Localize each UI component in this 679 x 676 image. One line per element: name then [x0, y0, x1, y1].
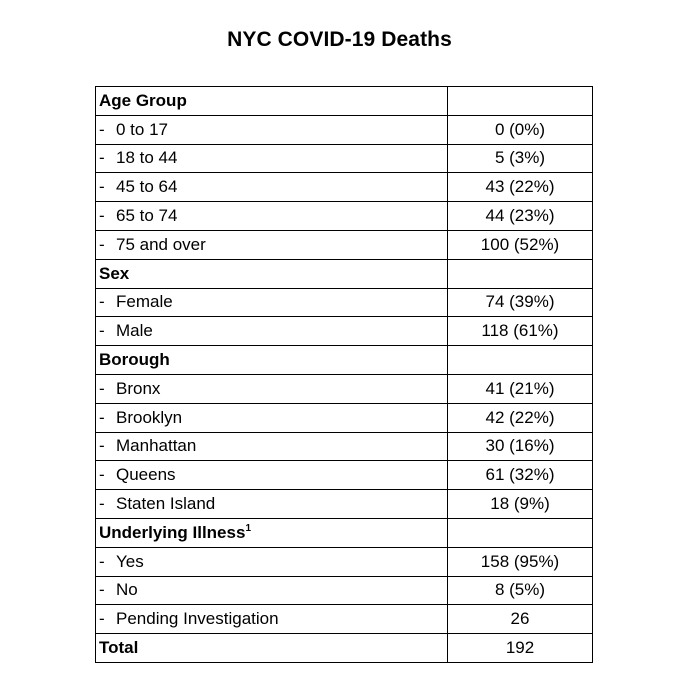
row-label-text: 75 and over	[116, 234, 206, 254]
row-label-text: Brooklyn	[116, 407, 183, 427]
row-dash: -	[99, 407, 105, 427]
table-row	[96, 288, 593, 317]
total-label: Total	[96, 634, 448, 663]
row-value: 43 (22%)	[448, 173, 593, 202]
row-label-text: 0 to 17	[116, 119, 168, 139]
table-row	[96, 403, 593, 432]
table-row	[96, 547, 593, 576]
deaths-table	[95, 86, 593, 663]
row-value: 158 (95%)	[448, 547, 593, 576]
row-label	[96, 115, 448, 144]
table-row	[96, 317, 593, 346]
row-label-text: Female	[116, 292, 173, 312]
row-dash: -	[99, 494, 105, 514]
footnote-marker: 1	[245, 522, 251, 534]
table-row	[96, 173, 593, 202]
row-dash: -	[99, 551, 105, 571]
row-dash: -	[99, 580, 105, 600]
row-dash: -	[99, 177, 105, 197]
table-row	[96, 115, 593, 144]
row-label	[96, 317, 448, 346]
page-title: NYC COVID-19 Deaths	[227, 28, 452, 51]
row-label	[96, 605, 448, 634]
table-row	[96, 461, 593, 490]
section-header-text: Underlying Illness	[99, 522, 246, 542]
row-label-text: Manhattan	[116, 436, 197, 456]
row-label-text: 45 to 64	[116, 177, 178, 197]
row-label	[96, 432, 448, 461]
row-label	[96, 144, 448, 173]
row-label-text: Bronx	[116, 378, 161, 398]
row-label-text: No	[116, 580, 138, 600]
section-header-row	[96, 259, 593, 288]
row-dash: -	[99, 378, 105, 398]
row-label-text: Male	[116, 321, 153, 341]
table-row	[96, 144, 593, 173]
section-header-value-empty	[448, 87, 593, 116]
row-value: 18 (9%)	[448, 490, 593, 519]
row-label-text: Queens	[116, 465, 176, 485]
row-dash: -	[99, 292, 105, 312]
row-value: 61 (32%)	[448, 461, 593, 490]
row-dash: -	[99, 321, 105, 341]
row-label	[96, 576, 448, 605]
section-header-value-empty	[448, 259, 593, 288]
row-label	[96, 202, 448, 231]
table-row	[96, 605, 593, 634]
row-value: 8 (5%)	[448, 576, 593, 605]
row-value: 26	[448, 605, 593, 634]
table-row	[96, 230, 593, 259]
total-row	[96, 634, 593, 663]
row-value: 118 (61%)	[448, 317, 593, 346]
row-dash: -	[99, 119, 105, 139]
section-header-value-empty	[448, 518, 593, 547]
row-dash: -	[99, 206, 105, 226]
row-label	[96, 547, 448, 576]
section-header-row	[96, 87, 593, 116]
row-value: 100 (52%)	[448, 230, 593, 259]
row-value: 5 (3%)	[448, 144, 593, 173]
row-value: 42 (22%)	[448, 403, 593, 432]
row-label	[96, 461, 448, 490]
section-header-underlying-illness	[96, 518, 448, 547]
total-value: 192	[448, 634, 593, 663]
row-value: 74 (39%)	[448, 288, 593, 317]
section-header-row	[96, 346, 593, 375]
section-header-row	[96, 518, 593, 547]
row-value: 44 (23%)	[448, 202, 593, 231]
row-label-text: Yes	[116, 551, 144, 571]
row-label	[96, 288, 448, 317]
row-value: 41 (21%)	[448, 374, 593, 403]
row-value: 0 (0%)	[448, 115, 593, 144]
row-dash: -	[99, 465, 105, 485]
row-label-text: 18 to 44	[116, 148, 178, 168]
section-header-value-empty	[448, 346, 593, 375]
section-header-age-group: Age Group	[96, 87, 448, 116]
row-dash: -	[99, 234, 105, 254]
row-dash: -	[99, 609, 105, 629]
table-row	[96, 576, 593, 605]
row-dash: -	[99, 148, 105, 168]
table-row	[96, 374, 593, 403]
row-label	[96, 374, 448, 403]
row-label	[96, 230, 448, 259]
row-label	[96, 173, 448, 202]
table-row	[96, 490, 593, 519]
row-label-text: Staten Island	[116, 494, 216, 514]
section-header-borough: Borough	[96, 346, 448, 375]
table-row	[96, 432, 593, 461]
table-row	[96, 202, 593, 231]
row-label	[96, 403, 448, 432]
row-dash: -	[99, 436, 105, 456]
row-label-text: Pending Investigation	[116, 609, 279, 629]
section-header-sex: Sex	[96, 259, 448, 288]
row-label-text: 65 to 74	[116, 206, 178, 226]
row-value: 30 (16%)	[448, 432, 593, 461]
row-label	[96, 490, 448, 519]
